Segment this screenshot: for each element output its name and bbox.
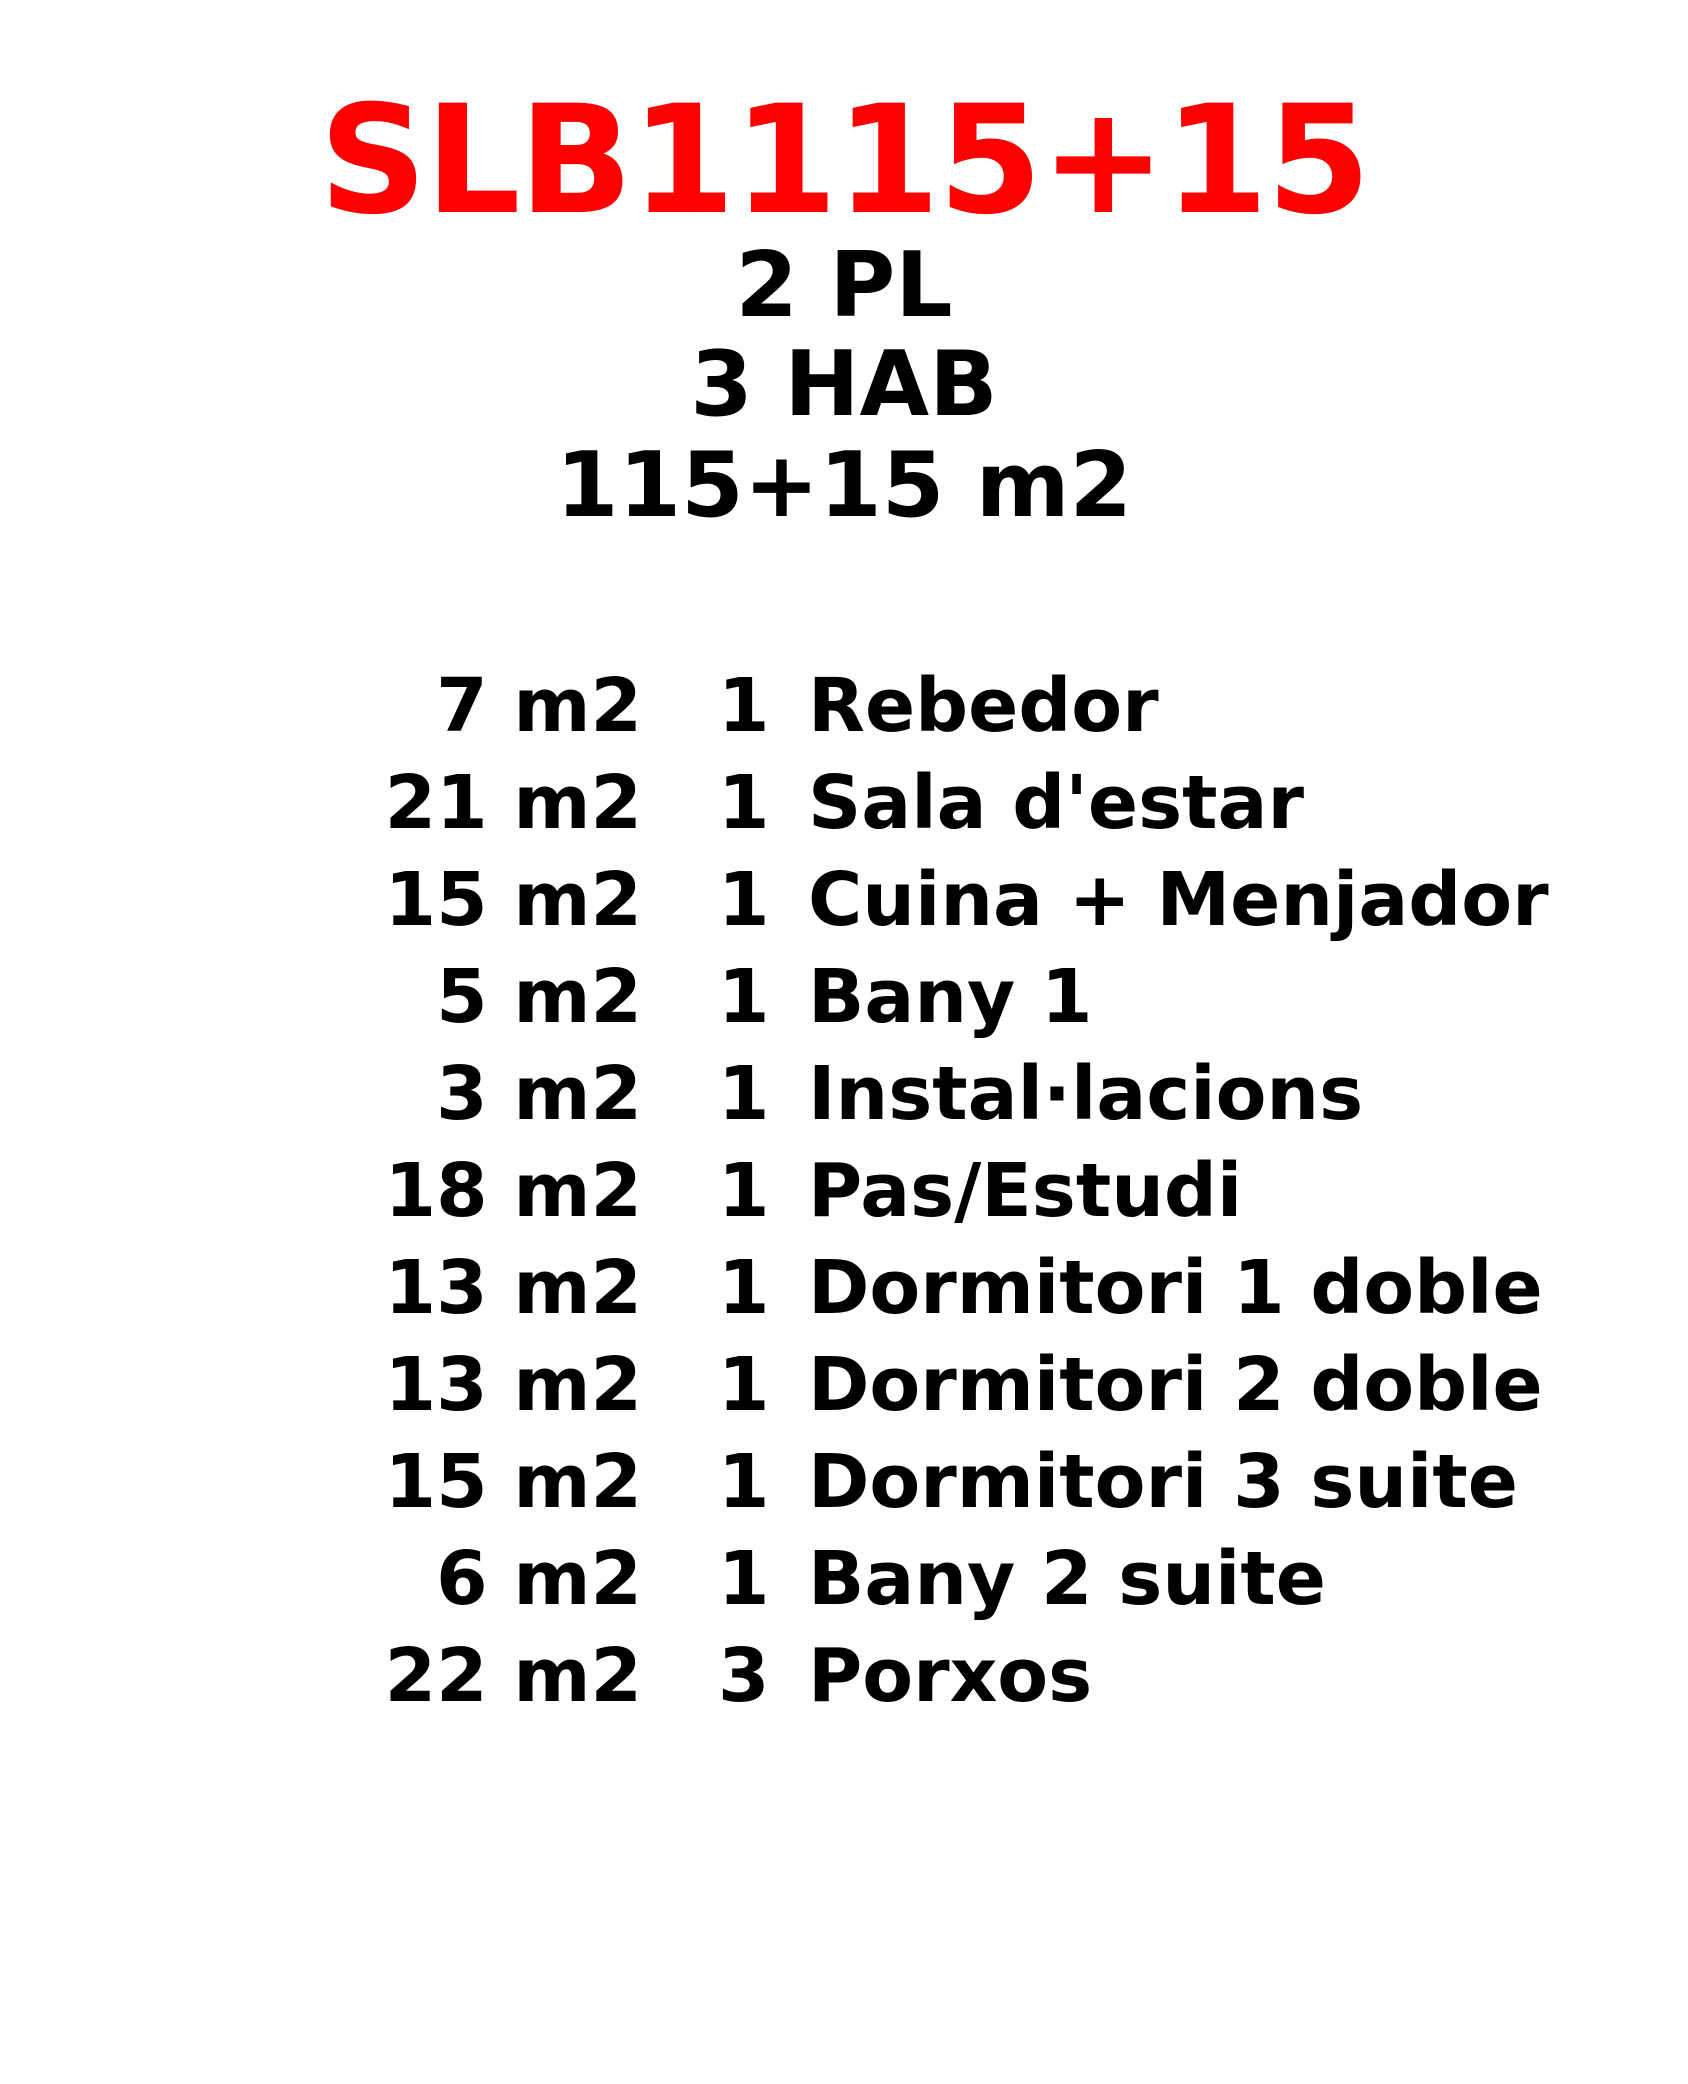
- room-area: 6 m2: [436, 1536, 642, 1622]
- list-item: [0, 1046, 1688, 1143]
- room-quantity: 1: [718, 954, 770, 1040]
- room-area: 13 m2: [384, 1342, 642, 1428]
- room-area: 15 m2: [384, 1439, 642, 1525]
- room-quantity: 1: [718, 1536, 770, 1622]
- room-name: Dormitori 2 doble: [808, 1342, 1543, 1428]
- room-area: 18 m2: [384, 1148, 642, 1234]
- room-quantity: 1: [718, 663, 770, 749]
- room-quantity: 1: [718, 857, 770, 943]
- room-area: 5 m2: [436, 954, 642, 1040]
- room-name: Bany 1: [808, 954, 1093, 1040]
- room-name: Cuina + Menjador: [808, 857, 1549, 943]
- floors-label: 2 PL: [735, 233, 953, 338]
- room-quantity: 1: [718, 1245, 770, 1331]
- room-name: Dormitori 3 suite: [808, 1439, 1518, 1525]
- bedrooms-label: 3 HAB: [690, 332, 998, 437]
- list-item: [0, 1628, 1688, 1725]
- room-quantity: 3: [718, 1633, 770, 1719]
- list-item: [0, 755, 1688, 852]
- room-area: 15 m2: [384, 857, 642, 943]
- room-area: 7 m2: [436, 663, 642, 749]
- room-quantity: 1: [718, 1148, 770, 1234]
- list-item: [0, 1240, 1688, 1337]
- room-quantity: 1: [718, 1342, 770, 1428]
- room-name: Dormitori 1 doble: [808, 1245, 1543, 1331]
- list-item: [0, 658, 1688, 755]
- room-name: Pas/Estudi: [808, 1148, 1243, 1234]
- room-quantity: 1: [718, 1439, 770, 1525]
- room-area: 13 m2: [384, 1245, 642, 1331]
- list-item: [0, 1143, 1688, 1240]
- total-area-label: 115+15 m2: [555, 433, 1133, 538]
- room-quantity: 1: [718, 760, 770, 846]
- room-name: Instal·lacions: [808, 1051, 1364, 1137]
- room-quantity: 1: [718, 1051, 770, 1137]
- list-item: [0, 1434, 1688, 1531]
- room-name: Porxos: [808, 1633, 1093, 1719]
- model-code-title: SLB1115+15: [319, 74, 1369, 248]
- room-area: 21 m2: [384, 760, 642, 846]
- room-area: 3 m2: [436, 1051, 642, 1137]
- list-item: [0, 852, 1688, 949]
- room-name: Rebedor: [808, 663, 1159, 749]
- room-list: [0, 658, 1688, 1725]
- list-item: [0, 1337, 1688, 1434]
- room-area: 22 m2: [384, 1633, 642, 1719]
- list-item: [0, 949, 1688, 1046]
- room-name: Bany 2 suite: [808, 1536, 1326, 1622]
- list-item: [0, 1531, 1688, 1628]
- room-name: Sala d'estar: [808, 760, 1304, 846]
